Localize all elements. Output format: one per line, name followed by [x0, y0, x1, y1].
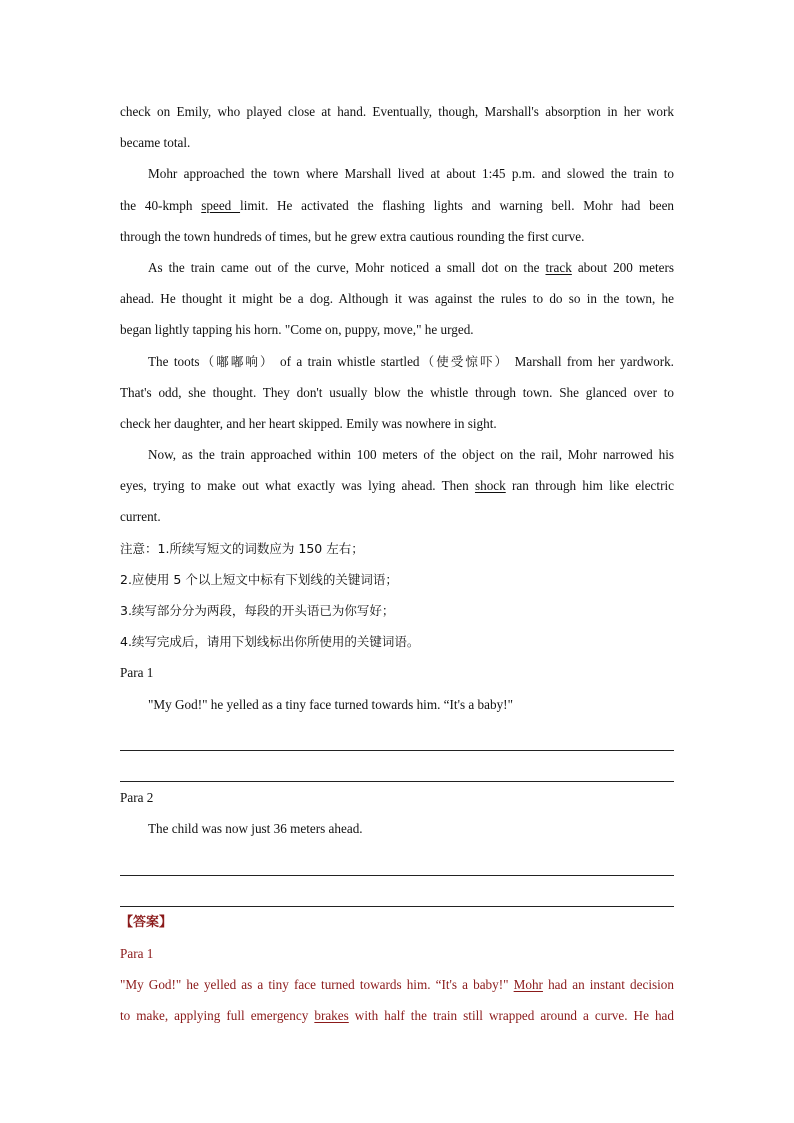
keyword-shock: shock [474, 478, 506, 494]
para2-label: Para 2 [120, 790, 154, 806]
story-line: Mohr approached the town where Marshall lived at about 1:45 p.m. and slowed the train to [148, 166, 674, 182]
answer-line [120, 969, 674, 1000]
text-run: the 40-kmph [120, 197, 202, 213]
story-line [120, 190, 674, 221]
document-page [120, 96, 674, 1032]
note-2: 2.应使用 5 个以上短文中标有下划线的关键词语； [120, 571, 398, 587]
writing-line [120, 845, 674, 876]
story-line: current. [120, 509, 161, 525]
story-line: through the town hundreds of times, but he grew extra cautious rounding the first curve. [120, 228, 585, 244]
text-run: had an instant decision [542, 977, 674, 993]
keyword-mohr: Mohr [513, 977, 543, 993]
story-line: began lightly tapping his horn. "Come on, puppy, move," he urged. [120, 322, 474, 338]
note-1: 注意：1.所续写短文的词数应为 150 左右； [120, 540, 364, 556]
text-run: to make, applying full emergency [120, 1008, 315, 1024]
para1-label: Para 1 [120, 665, 154, 681]
answer-heading: 【答案】 [120, 914, 173, 930]
story-line: Now, as the train approached within 100 meters of the object on the rail, Mohr narrowed his [148, 447, 674, 463]
text-run: about 200 meters [571, 259, 674, 275]
text-run: eyes, trying to make out what exactly was lying ahead. Then [120, 478, 475, 494]
story-line: check on Emily, who played close at hand. Eventually, though, Marshall's absorption in her work [120, 104, 674, 119]
story-line [120, 470, 674, 501]
writing-line [120, 720, 674, 751]
text-run: of a train whistle startled [274, 353, 420, 369]
writing-line [120, 876, 674, 907]
answer-line [120, 1000, 674, 1031]
story-line: check her daughter, and her heart skipped. Emily was nowhere in sight. [120, 415, 497, 431]
keyword-speed: speed [201, 197, 241, 213]
story-line [120, 346, 674, 377]
text-run: The toots [148, 353, 200, 369]
story-line: became total. [120, 135, 191, 151]
note-3: 3.续写部分分为两段，每段的开头语已为你写好； [120, 603, 395, 618]
keyword-track: track [545, 259, 572, 275]
text-run: ran through him like electric [505, 478, 674, 494]
text-run: limit. He activated the flashing lights and warning bell. Mohr had been [240, 197, 675, 213]
text-run: with half the train still wrapped around a curve. He had [348, 1008, 674, 1024]
note-4: 4.续写完成后，请用下划线标出你所使用的关键词语。 [120, 634, 420, 650]
text-run: Marshall from her yardwork. [509, 353, 674, 369]
text-run: "My God!" he yelled as a tiny face turned towards him. “It's a baby!" [120, 977, 514, 993]
keyword-brakes: brakes [314, 1008, 349, 1024]
para1-opening: "My God!" he yelled as a tiny face turned towards him. “It's a baby!" [148, 696, 513, 712]
gloss: （嘟嘟响） [199, 353, 275, 369]
gloss: （使受惊吓） [419, 353, 510, 369]
text-run: As the train came out of the curve, Mohr noticed a small dot on the [148, 259, 546, 275]
story-line: That's odd, she thought. They don't usually blow the whistle through town. She glanced over to [120, 384, 674, 400]
story-line [120, 252, 674, 283]
para2-opening: The child was now just 36 meters ahead. [148, 821, 363, 837]
writing-line [120, 751, 674, 782]
answer-label: Para 1 [120, 946, 154, 962]
story-line: ahead. He thought it might be a dog. Although it was against the rules to do so in the town, he [120, 291, 674, 307]
